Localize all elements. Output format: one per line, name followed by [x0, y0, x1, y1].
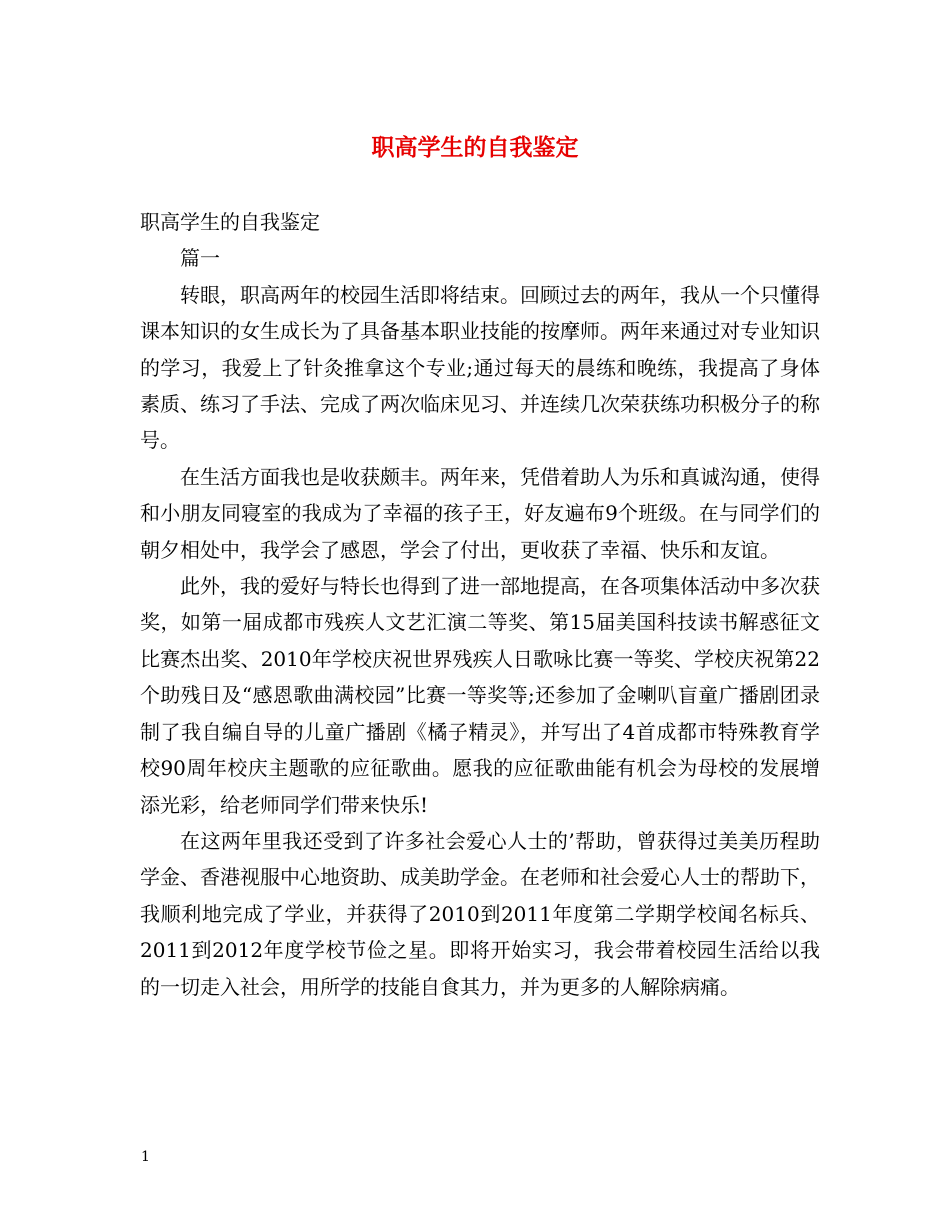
- document-title: 职高学生的自我鉴定: [371, 134, 579, 161]
- document-subtitle: 职高学生的自我鉴定: [140, 210, 320, 234]
- section-label: 篇一: [180, 246, 220, 271]
- paragraph-1: 转眼，职高两年的校园生活即将结束。回顾过去的两年，我从一个只懂得课本知识的女生成长为了具备基本职业技能的按摩师。两年来通过对专业知识的学习，我爱上了针灸推拿这个专业;通过每天的晨练和晚练，我提高了身体素质、练习了手法、完成了两次临床见习、并连续几次荣获练功积极分子的称号。: [140, 282, 820, 453]
- paragraph-3: 此外，我的爱好与特长也得到了进一部地提高，在各项集体活动中多次获奖，如第一届成都市残疾人文艺汇演二等奖、第15届美国科技读书解惑征文比赛杰出奖、2010年学校庆祝世界残疾人日歌咏比赛一等奖、学校庆祝第22个助残日及“感恩歌曲满校园”比赛一等奖等;还参加了金喇叭盲童广播剧团录制了我自编自导的儿童广播剧《橘子精灵》，并写出了4首成都市特殊教育学校90周年校庆主题歌的应征歌曲。愿我的应征歌曲能有机会为母校的发展增添光彩，给老师同学们带来快乐!: [140, 574, 820, 817]
- paragraph-2: 在生活方面我也是收获颇丰。两年来，凭借着助人为乐和真诚沟通，使得和小朋友同寝室的我成为了幸福的孩子王，好友遍布9个班级。在与同学们的朝夕相处中，我学会了感恩，学会了付出，更收获了幸福、快乐和友谊。: [140, 464, 820, 562]
- document-body: [140, 204, 820, 1005]
- paragraph-4: 在这两年里我还受到了许多社会爱心人士的’帮助，曾获得过美美历程助学金、香港视服中心地资助、成美助学金。在老师和社会爱心人士的帮助下，我顺利地完成了学业，并获得了2010到2011年度第二学期学校闻名标兵、2011到2012年度学校节俭之星。即将开始实习，我会带着校园生活给以我的一切走入社会，用所学的技能自食其力，并为更多的人解除病痛。: [140, 828, 820, 999]
- page-number: 1: [141, 1149, 150, 1165]
